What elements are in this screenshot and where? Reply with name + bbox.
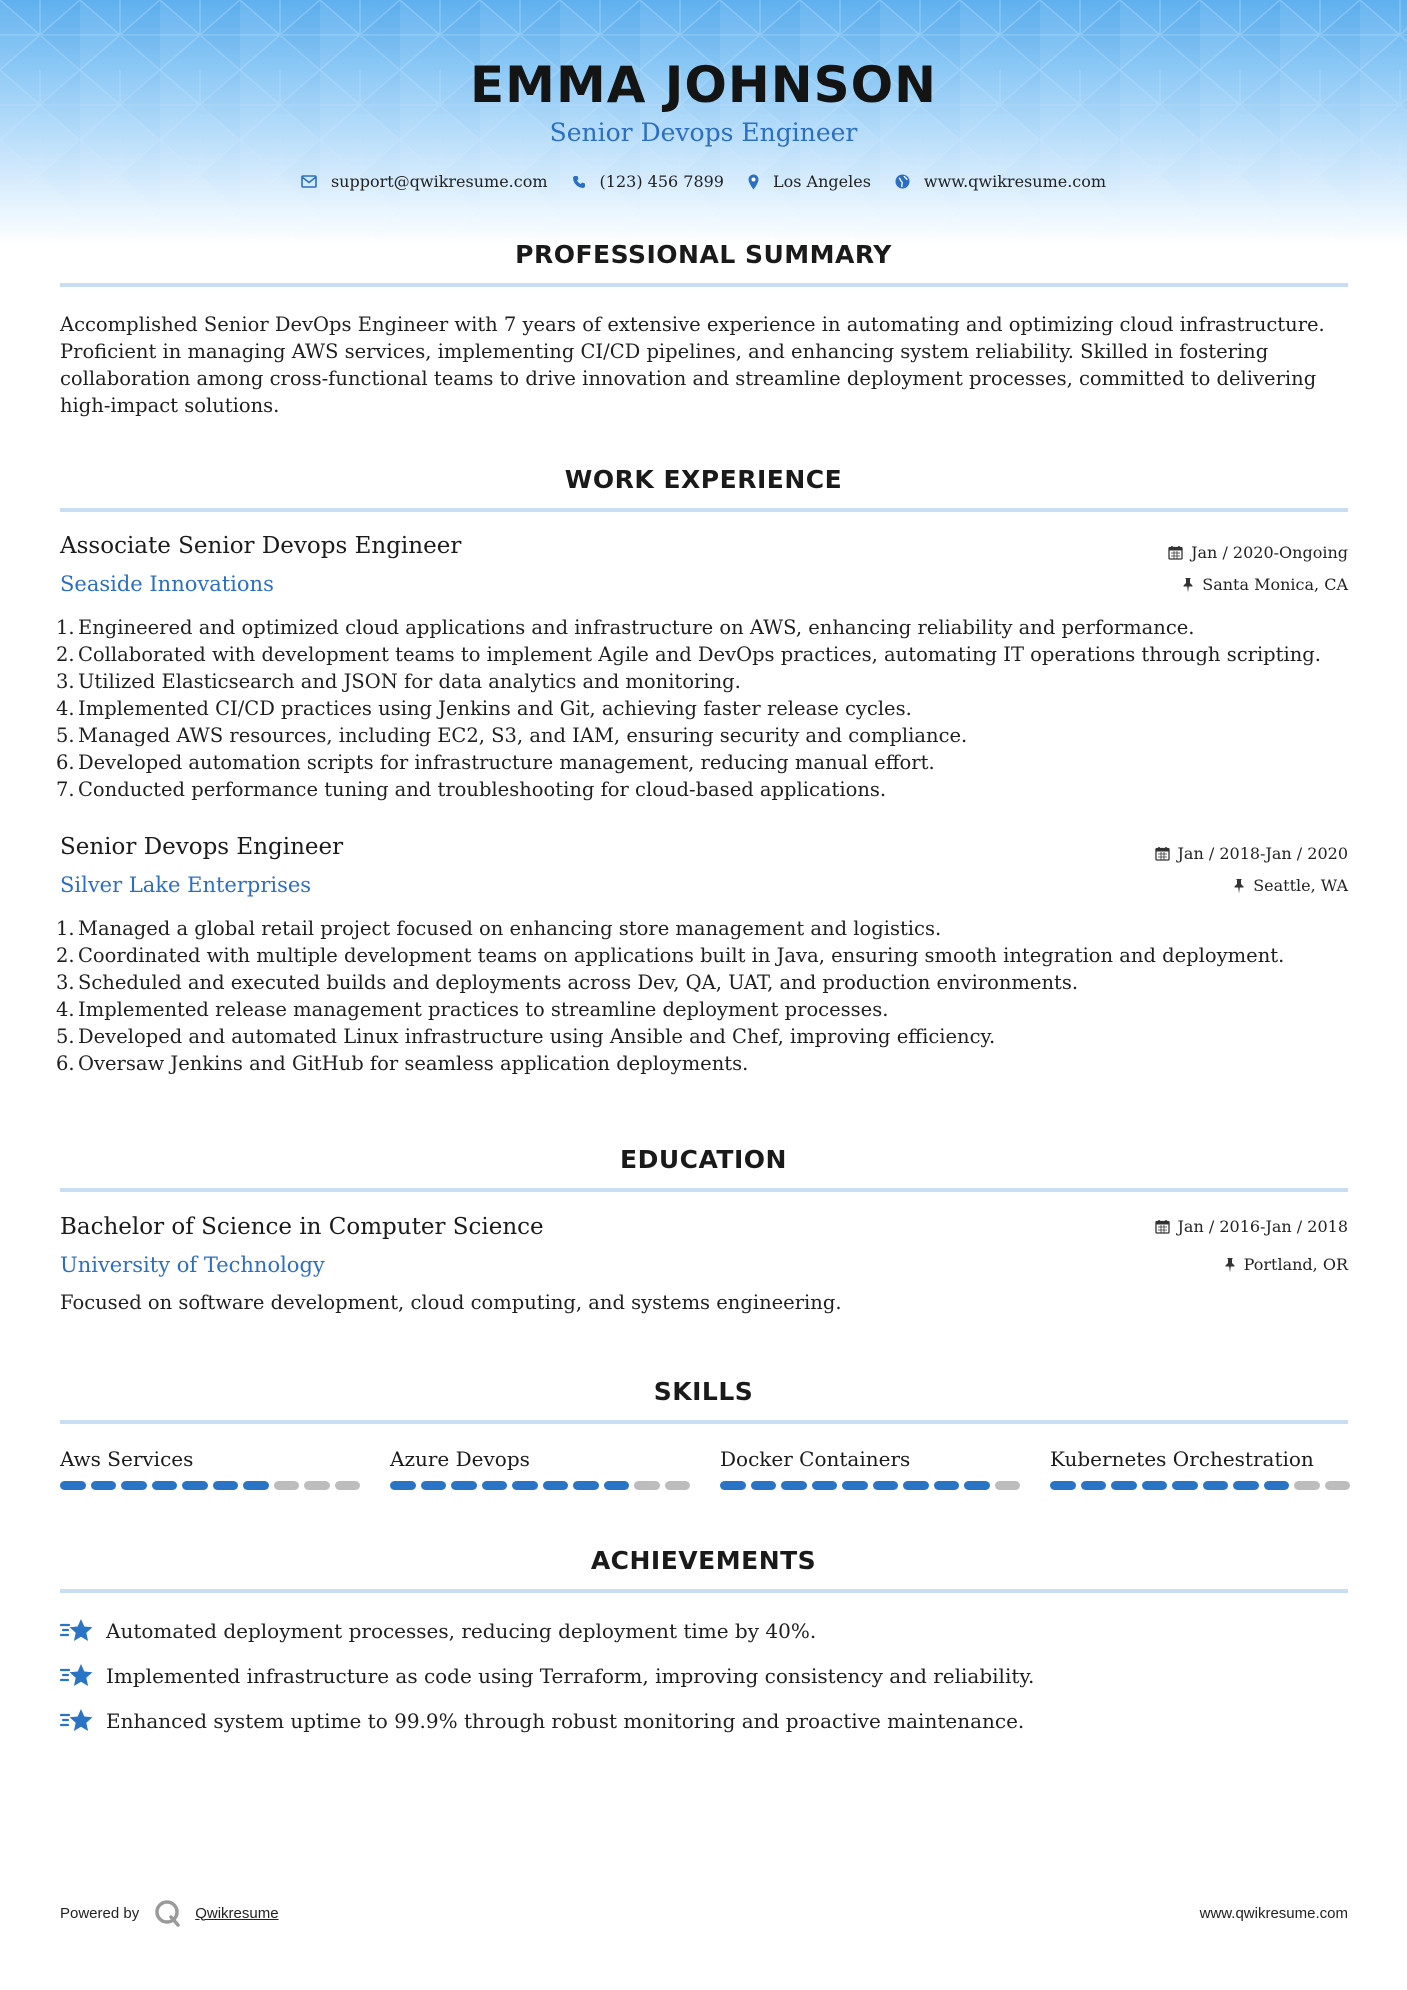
- list-item: 6. Developed automation scripts for infrastructure management, reducing manual effort.: [56, 751, 935, 774]
- education-dates: [1155, 1217, 1348, 1236]
- job-location: [1233, 876, 1348, 895]
- shooting-star-icon: [60, 1707, 94, 1735]
- list-item: 2. Collaborated with development teams to implement Agile and DevOps practices, automating IT operations through scripting.: [56, 643, 1321, 666]
- job-dates: [1155, 844, 1348, 863]
- candidate-name: EMMA JOHNSON: [470, 56, 937, 114]
- skill-segment-filled: [1050, 1481, 1076, 1490]
- achievement-text: Enhanced system uptime to 99.9% through robust monitoring and proactive maintenance.: [106, 1709, 1025, 1733]
- section-title-skills: SKILLS: [653, 1377, 754, 1406]
- contact-email[interactable]: [301, 172, 548, 191]
- skill-name: Aws Services: [60, 1447, 194, 1471]
- map-pin-icon: [748, 174, 759, 190]
- achievement-text: Automated deployment processes, reducing deployment time by 40%.: [106, 1619, 817, 1643]
- contact-phone[interactable]: [572, 172, 724, 191]
- footer-powered-by: [60, 1898, 279, 1928]
- education-school: University of Technology: [60, 1253, 325, 1277]
- skill-segment-filled: [751, 1481, 777, 1490]
- skill-segment-filled: [903, 1481, 929, 1490]
- skill-segment-filled: [842, 1481, 868, 1490]
- list-item: 7. Conducted performance tuning and troubleshooting for cloud-based applications.: [56, 778, 887, 801]
- job-title: Senior Devops Engineer: [60, 834, 344, 860]
- skill-segment-filled: [182, 1481, 208, 1490]
- skill-level-bar: [390, 1481, 690, 1490]
- list-item: 5. Managed AWS resources, including EC2, S3, and IAM, ensuring security and compliance.: [56, 724, 968, 747]
- skill-segment-empty: [995, 1481, 1021, 1490]
- education-dates-text: Jan / 2016-Jan / 2018: [1177, 1217, 1348, 1236]
- job-location: [1182, 575, 1348, 594]
- skill-segment-filled: [573, 1481, 599, 1490]
- skill-level-bar: [1050, 1481, 1350, 1490]
- skill-name: Azure Devops: [390, 1447, 530, 1471]
- job-location-text: Santa Monica, CA: [1202, 575, 1348, 594]
- skill-segment-filled: [152, 1481, 178, 1490]
- skill-segment-filled: [512, 1481, 538, 1490]
- job-location-text: Seattle, WA: [1253, 876, 1348, 895]
- skill-item: [1050, 1447, 1350, 1490]
- skill-segment-empty: [665, 1481, 691, 1490]
- section-divider: [60, 508, 1348, 512]
- calendar-icon: [1168, 545, 1183, 560]
- qwikresume-logo-icon: [153, 1898, 183, 1928]
- skill-level-bar: [60, 1481, 360, 1490]
- section-divider: [60, 1420, 1348, 1424]
- skill-segment-empty: [634, 1481, 660, 1490]
- education-location: [1224, 1255, 1348, 1274]
- skill-segment-filled: [421, 1481, 447, 1490]
- section-title-achievements: ACHIEVEMENTS: [590, 1546, 817, 1575]
- skill-segment-filled: [720, 1481, 746, 1490]
- skill-level-bar: [720, 1481, 1020, 1490]
- skill-segment-filled: [964, 1481, 990, 1490]
- pushpin-icon: [1233, 878, 1245, 894]
- contact-website-text: www.qwikresume.com: [923, 172, 1107, 191]
- education-description: Focused on software development, cloud computing, and systems engineering.: [60, 1291, 842, 1314]
- skill-segment-filled: [543, 1481, 569, 1490]
- job-bullets: [56, 614, 1356, 803]
- contact-phone-text: (123) 456 7899: [599, 172, 724, 191]
- skill-segment-filled: [60, 1481, 86, 1490]
- globe-icon: [895, 174, 910, 189]
- job-dates-text: Jan / 2020-Ongoing: [1191, 543, 1348, 562]
- skill-name: Docker Containers: [720, 1447, 911, 1471]
- footer-website[interactable]: www.qwikresume.com: [1199, 1905, 1348, 1922]
- skill-segment-filled: [934, 1481, 960, 1490]
- section-divider: [60, 283, 1348, 287]
- contact-website[interactable]: [895, 172, 1106, 191]
- skill-segment-filled: [390, 1481, 416, 1490]
- skill-item: [720, 1447, 1020, 1490]
- job-title: Associate Senior Devops Engineer: [60, 533, 462, 559]
- skill-segment-filled: [243, 1481, 269, 1490]
- section-title-experience: WORK EXPERIENCE: [564, 465, 843, 494]
- section-divider: [60, 1188, 1348, 1192]
- shooting-star-icon: [60, 1617, 94, 1645]
- contact-email-text: support@qwikresume.com: [330, 172, 548, 191]
- skill-segment-filled: [1172, 1481, 1198, 1490]
- section-title-education: EDUCATION: [620, 1145, 787, 1174]
- skill-segment-filled: [121, 1481, 147, 1490]
- skill-segment-empty: [274, 1481, 300, 1490]
- skill-segment-filled: [213, 1481, 239, 1490]
- calendar-icon: [1155, 846, 1170, 861]
- skill-name: Kubernetes Orchestration: [1050, 1447, 1314, 1471]
- job-dates-text: Jan / 2018-Jan / 2020: [1177, 844, 1348, 863]
- powered-by-label: Powered by: [60, 1904, 140, 1922]
- brand-link[interactable]: Qwikresume: [195, 1904, 279, 1922]
- education-degree: Bachelor of Science in Computer Science: [60, 1214, 544, 1240]
- skill-segment-filled: [1142, 1481, 1168, 1490]
- contact-location: [748, 172, 871, 191]
- education-location-text: Portland, OR: [1243, 1255, 1348, 1274]
- achievement-text: Implemented infrastructure as code using Terraform, improving consistency and reliability.: [106, 1664, 1035, 1688]
- skill-segment-filled: [1203, 1481, 1229, 1490]
- skill-segment-empty: [1294, 1481, 1320, 1490]
- skill-segment-filled: [1264, 1481, 1290, 1490]
- skill-segment-filled: [1233, 1481, 1259, 1490]
- calendar-icon: [1155, 1219, 1170, 1234]
- list-item: 1. Managed a global retail project focused on enhancing store management and logistics.: [56, 917, 942, 940]
- achievement-item: [60, 1617, 816, 1645]
- skill-item: [390, 1447, 690, 1490]
- phone-icon: [572, 175, 586, 189]
- contact-bar: [0, 172, 1407, 191]
- achievement-item: [60, 1707, 1024, 1735]
- skill-segment-filled: [1081, 1481, 1107, 1490]
- skill-item: [60, 1447, 360, 1490]
- skill-segment-filled: [482, 1481, 508, 1490]
- list-item: 3. Utilized Elasticsearch and JSON for data analytics and monitoring.: [56, 670, 741, 693]
- section-title-summary: PROFESSIONAL SUMMARY: [515, 240, 892, 269]
- achievement-item: [60, 1662, 1034, 1690]
- contact-location-text: Los Angeles: [772, 172, 871, 191]
- skill-segment-filled: [781, 1481, 807, 1490]
- job-company: Seaside Innovations: [60, 572, 274, 596]
- skill-segment-filled: [91, 1481, 117, 1490]
- list-item: 5. Developed and automated Linux infrastructure using Ansible and Chef, improving efficiency.: [56, 1025, 996, 1048]
- list-item: 6. Oversaw Jenkins and GitHub for seamless application deployments.: [56, 1052, 749, 1075]
- envelope-icon: [301, 175, 317, 188]
- pushpin-icon: [1182, 577, 1194, 593]
- job-bullets: [56, 915, 1356, 1077]
- summary-text: Accomplished Senior DevOps Engineer with 7 years of extensive experience in automating and optimizing cloud infrastructure. Proficient in managing AWS services, implementing CI/CD pipelines, and enhancing system reliability. Skilled in fostering collaboration among cross-functional teams to drive innovation and streamline deployment processes, committed to delivering high-impact solutions.: [60, 313, 1325, 417]
- section-divider: [60, 1589, 1348, 1593]
- skill-segment-filled: [1111, 1481, 1137, 1490]
- job-company: Silver Lake Enterprises: [60, 873, 312, 897]
- shooting-star-icon: [60, 1662, 94, 1690]
- skill-segment-filled: [451, 1481, 477, 1490]
- skill-segment-filled: [812, 1481, 838, 1490]
- list-item: 3. Scheduled and executed builds and deployments across Dev, QA, UAT, and production environments.: [56, 971, 1079, 994]
- job-dates: [1168, 543, 1348, 562]
- candidate-role: Senior Devops Engineer: [549, 118, 858, 147]
- skill-segment-empty: [335, 1481, 361, 1490]
- list-item: 4. Implemented CI/CD practices using Jenkins and Git, achieving faster release cycles.: [56, 697, 912, 720]
- skill-segment-filled: [604, 1481, 630, 1490]
- list-item: 1. Engineered and optimized cloud applications and infrastructure on AWS, enhancing reliability and performance.: [56, 616, 1195, 639]
- list-item: 4. Implemented release management practices to streamline deployment processes.: [56, 998, 889, 1021]
- skill-segment-filled: [873, 1481, 899, 1490]
- skill-segment-empty: [1325, 1481, 1351, 1490]
- skill-segment-empty: [304, 1481, 330, 1490]
- list-item: 2. Coordinated with multiple development teams on applications built in Java, ensuring smooth integration and deployment.: [56, 944, 1285, 967]
- pushpin-icon: [1224, 1257, 1236, 1273]
